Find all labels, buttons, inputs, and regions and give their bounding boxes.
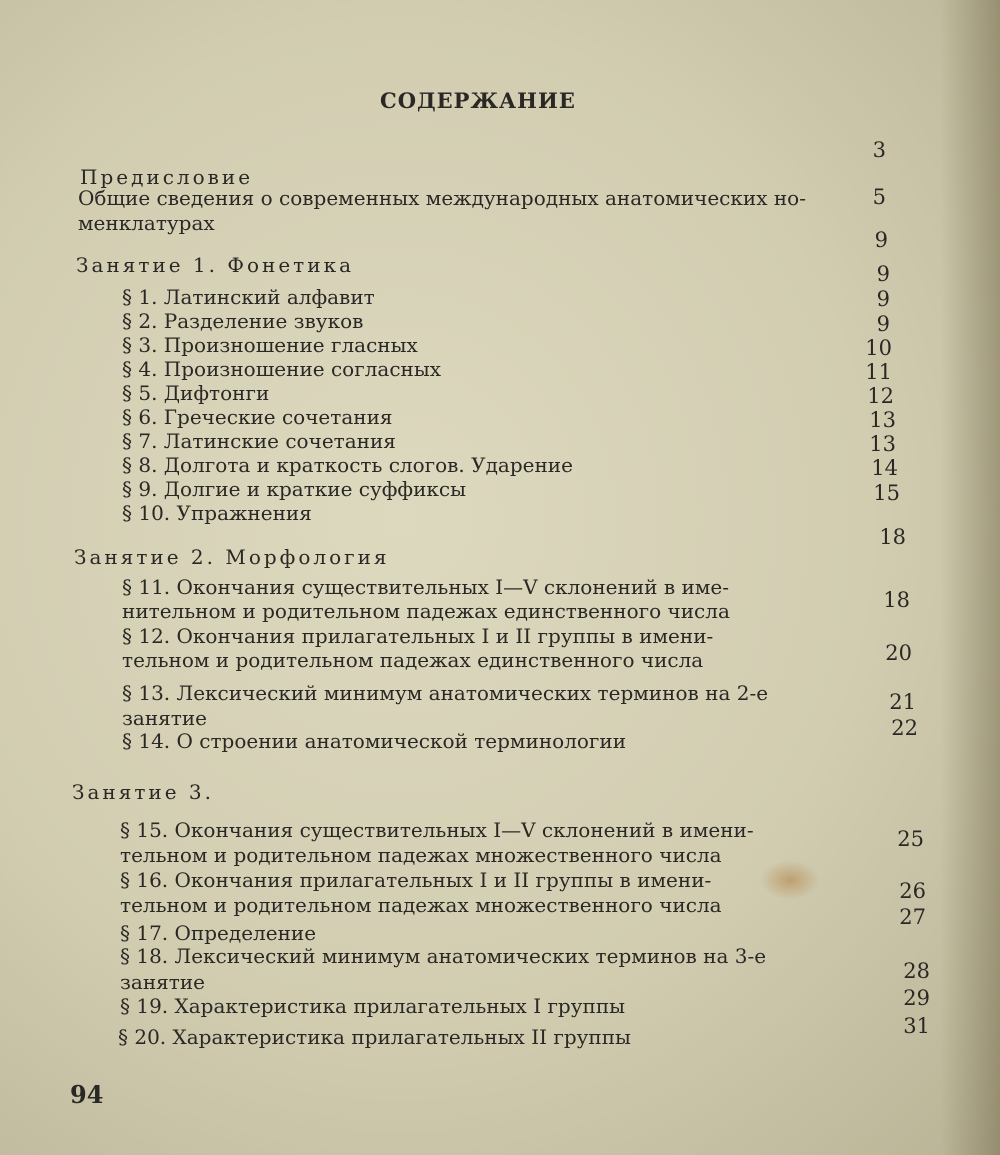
page-number: 94 — [70, 1080, 104, 1109]
toc-entry-page: 13 — [869, 408, 896, 432]
toc-entry-page: 18 — [883, 588, 910, 612]
toc-entry-page: 31 — [903, 1014, 930, 1038]
toc-entry-text: § 12. Окончания прилагательных I и II группы в имени- — [122, 624, 714, 648]
toc-section-heading: Занятие 2. Морфология — [74, 545, 390, 569]
toc-entry-text: § 11. Окончания существительных I—V склонений в име- — [122, 575, 729, 599]
toc-entry-page: 28 — [903, 959, 930, 983]
toc-entry-text: § 13. Лексический минимум анатомических терминов на 2-е — [122, 681, 769, 705]
toc-entry-text: § 7. Латинские сочетания — [122, 429, 396, 453]
toc-entry-text: § 20. Характеристика прилагательных II группы — [118, 1025, 631, 1049]
toc-entry-page: 12 — [867, 384, 894, 408]
toc-entry-text: § 15. Окончания существительных I—V склонений в имени- — [120, 818, 754, 842]
toc-entry-text: § 14. О строении анатомической терминологии — [122, 729, 627, 753]
toc-entry-text: Общие сведения о современных международных анатомических но- — [78, 186, 806, 210]
toc-entry-text: § 6. Греческие сочетания — [122, 405, 393, 429]
toc-entry-page: 9 — [876, 312, 890, 336]
toc-entry-text: § 17. Определение — [120, 921, 317, 945]
toc-entry-text: § 10. Упражнения — [122, 501, 312, 525]
toc-entry-text: тельном и родительном падежах множественного числа — [120, 843, 722, 867]
toc-entry-page: 9 — [876, 287, 890, 311]
toc-entry-page: 15 — [873, 481, 900, 505]
toc-entry-text: § 2. Разделение звуков — [122, 309, 364, 333]
toc-entry-page: 10 — [865, 336, 892, 360]
toc-entry-page: 5 — [872, 185, 886, 209]
toc-entry-text: занятие — [122, 706, 208, 730]
toc-entry-page: 22 — [891, 716, 918, 740]
toc-entry-page: 11 — [865, 360, 892, 384]
toc-entry-page: 13 — [869, 432, 896, 456]
toc-entry-page: 20 — [885, 641, 912, 665]
toc-entry-text: нительном и родительном падежах единственного числа — [122, 599, 730, 623]
toc-entry-text: § 4. Произношение согласных — [122, 357, 442, 381]
toc-entry-text: занятие — [120, 970, 206, 994]
toc-entry-page: 25 — [897, 827, 924, 851]
toc-entry-page: 9 — [876, 262, 890, 286]
toc-entry-page: 9 — [874, 228, 888, 252]
toc-entry-text: § 9. Долгие и краткие суффиксы — [122, 477, 467, 501]
toc-entry-page: 3 — [872, 138, 886, 162]
toc-entry-page: 14 — [871, 456, 898, 480]
toc-entry-text: § 19. Характеристика прилагательных I группы — [120, 994, 626, 1018]
toc-entry-text: менклатурах — [78, 211, 215, 235]
toc-entry-text: § 16. Окончания прилагательных I и II группы в имени- — [120, 868, 712, 892]
toc-entry-page: 29 — [903, 986, 930, 1010]
toc-entry-text: § 5. Дифтонги — [122, 381, 270, 405]
toc-section-heading: Занятие 1. Фонетика — [76, 253, 354, 277]
toc-entry-text: § 18. Лексический минимум анатомических терминов на 3-е — [120, 944, 767, 968]
toc-entry-text: тельном и родительном падежах единственного числа — [122, 648, 704, 672]
toc-entry-page: 21 — [889, 690, 916, 714]
toc-entry-text: § 3. Произношение гласных — [122, 333, 418, 357]
toc-entry-text: § 1. Латинский алфавит — [122, 285, 375, 309]
toc-entry-page: 18 — [879, 525, 906, 549]
toc-entry-page: 27 — [899, 905, 926, 929]
toc-entry-page: 26 — [899, 879, 926, 903]
toc-section-heading: Занятие 3. — [72, 780, 215, 804]
toc-entry-text: Предисловие — [80, 165, 254, 189]
toc-entry-text: § 8. Долгота и краткость слогов. Ударение — [122, 453, 573, 477]
toc-entry-text: тельном и родительном падежах множественного числа — [120, 893, 722, 917]
page-title: СОДЕРЖАНИЕ — [380, 88, 576, 113]
